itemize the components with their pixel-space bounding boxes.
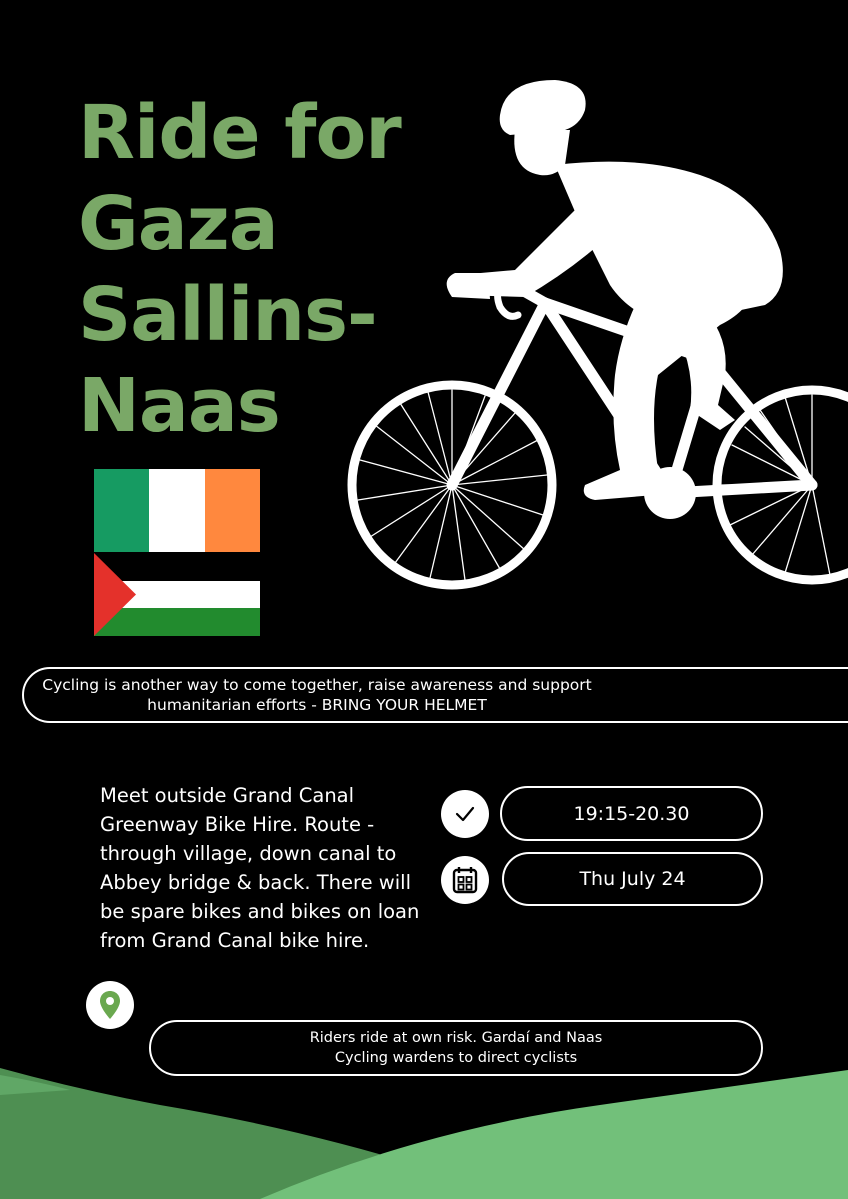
green-hills-decoration bbox=[0, 1050, 848, 1199]
cyclist-silhouette-icon bbox=[340, 75, 848, 605]
title-line-2: Gaza bbox=[78, 181, 278, 267]
tagline-text: Cycling is another way to come together, raise awareness and support humanitarian efforts - BRING YOUR HELMET bbox=[42, 676, 592, 714]
calendar-glyph bbox=[452, 866, 478, 894]
ireland-flag-green-stripe bbox=[94, 469, 149, 552]
date-badge bbox=[502, 852, 763, 906]
time-badge bbox=[500, 786, 763, 841]
location-pin-glyph bbox=[99, 990, 121, 1020]
title-line-4: Naas bbox=[78, 363, 280, 449]
calendar-icon bbox=[441, 856, 489, 904]
ireland-flag-white-stripe bbox=[149, 469, 204, 552]
ireland-flag-icon bbox=[94, 469, 260, 552]
ireland-flag-orange-stripe bbox=[205, 469, 260, 552]
time-text: 19:15-20.30 bbox=[573, 802, 690, 825]
title-line-3: Sallins- bbox=[78, 272, 377, 358]
checkmark-glyph bbox=[454, 803, 476, 825]
title-line-1: Ride for bbox=[78, 90, 401, 176]
meeting-details: Meet outside Grand Canal Greenway Bike Hire. Route - through village, down canal to Abbey bridge & back. There will be spare bikes and bikes on loan from Grand Canal bike hire. bbox=[100, 784, 420, 952]
date-text: Thu July 24 bbox=[579, 868, 686, 890]
safety-note-text: Riders ride at own risk. Gardaí and Naas Cycling wardens to direct cyclists bbox=[309, 1030, 603, 1066]
checkmark-icon bbox=[441, 790, 489, 838]
tagline-banner bbox=[22, 667, 848, 723]
palestine-flag-icon bbox=[94, 553, 260, 636]
location-pin-icon bbox=[86, 981, 134, 1029]
